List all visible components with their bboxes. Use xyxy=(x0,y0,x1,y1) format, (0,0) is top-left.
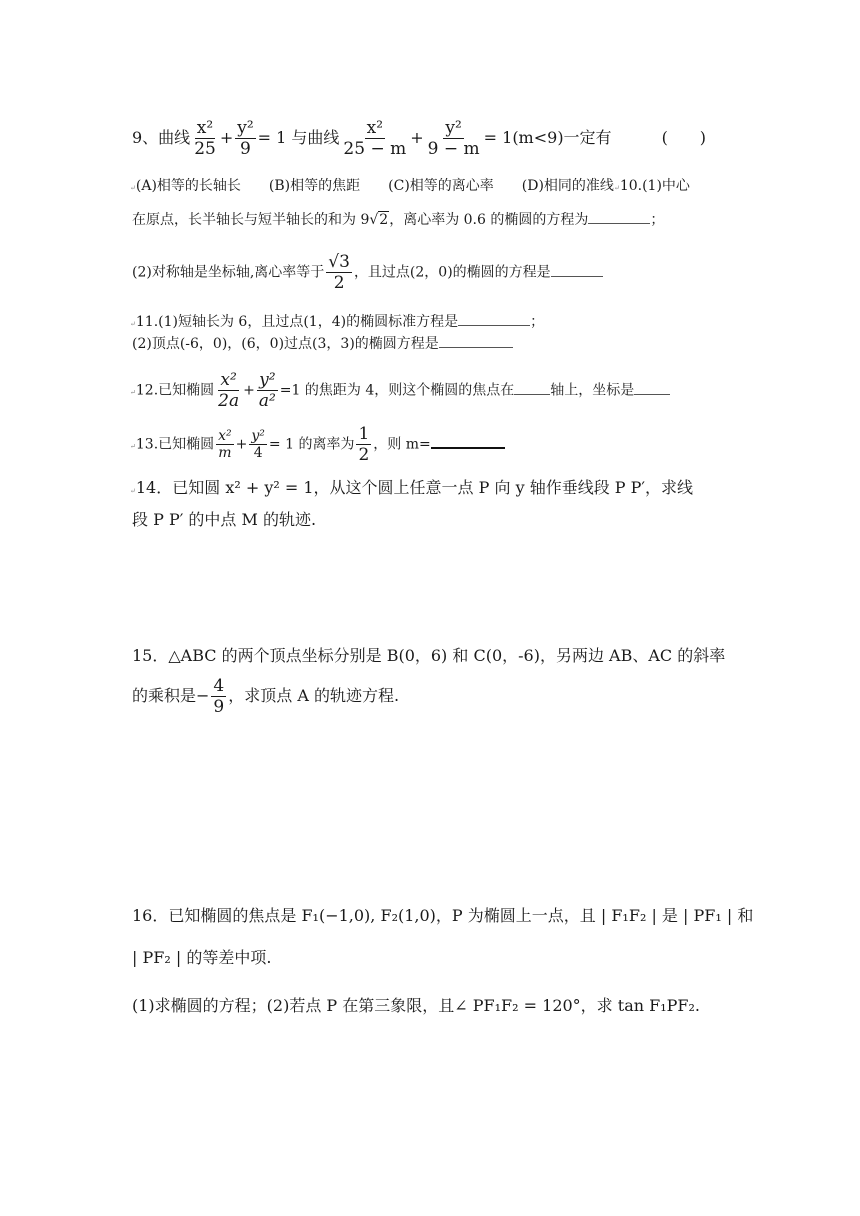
q16-line-1: 16．已知椭圆的焦点是 F₁(−1,0), F₂(1,0)，P 为椭圆上一点，且 | F₁F₂ | 是 | PF₁ | 和 xyxy=(132,906,754,925)
q9-condition: (m<9)一定有 xyxy=(512,128,612,147)
q12-fraction-1: $\frac{\text{x²}}{2a}$ xyxy=(218,370,240,411)
sqrt-2: √2 xyxy=(369,212,389,228)
q9-fraction-4: $\frac{\text{y²}}{9 - m}$ xyxy=(427,118,480,159)
q13-fraction-2: $\frac{\text{y²}}{4}$ xyxy=(251,428,265,461)
q14-line-2: 段 P P′ 的中点 M 的轨迹. xyxy=(132,510,317,529)
q15-line-1: 15．△ABC 的两个顶点坐标分别是 B(0，6) 和 C(0，-6)，另两边 AB、AC 的斜率 xyxy=(132,646,726,665)
q10-line-1: 在原点，长半轴长与短半轴长的和为 9√2，离心率为 0.6 的椭圆的方程为 ； xyxy=(132,212,665,228)
answer-blank[interactable] xyxy=(634,393,670,395)
answer-blank[interactable] xyxy=(431,446,505,449)
option-b: (B)相等的焦距 xyxy=(268,178,361,194)
option-c: (C)相等的离心率 xyxy=(388,178,494,194)
q16-line-2: | PF₂ | 的等差中项. xyxy=(132,948,272,967)
option-a: (A)相等的长轴长 xyxy=(135,178,241,194)
answer-blank[interactable] xyxy=(458,324,530,326)
q9-prefix: 9、曲线 xyxy=(132,128,191,147)
question-12: ↵12.已知椭圆 $\frac{\text{x²}}{2a}$ + $\frac{\text{y²}}{\text{a²}}$ =1 的焦距为 4，则这个椭圆的焦点在 轴上，坐标是 xyxy=(130,370,670,411)
q9-fraction-3: $\frac{\text{x²}}{25 - m}$ xyxy=(343,118,407,159)
answer-blank[interactable] xyxy=(439,346,513,348)
answer-blank[interactable] xyxy=(551,275,603,277)
q11-line-2: (2)顶点(-6，0)，(6，0)过点(3，3)的椭圆方程是 xyxy=(132,334,513,354)
question-13: ↵13.已知椭圆 $\frac{\text{x²}}{m}$ + $\frac{\text{y²}}{4}$ = 1 的离率为 $\frac{1}{2}$ ，则 m= xyxy=(130,424,505,465)
question-9: 9、曲线 $\frac{\text{x²}}{25}$ + $\frac{\text{y²}}{9}$ = 1 与曲线 $\frac{\text{x²}}{25 - m}$ + $\frac{\text{y²}}{9 - m}$ = 1(m<9)一定有 ( ) xyxy=(132,118,707,159)
q10-start: 10.(1)中心 xyxy=(619,178,690,194)
q13-fraction-1: $\frac{\text{x²}}{m}$ xyxy=(218,428,232,461)
q14-line-1: ↵14．已知圆 x² + y² = 1，从这个圆上任意一点 P 向 y 轴作垂线段 P P′，求线 xyxy=(130,478,694,497)
q9-fraction-1: $\frac{\text{x²}}{25}$ xyxy=(194,118,216,159)
q12-fraction-2: $\frac{\text{y²}}{\text{a²}}$ xyxy=(258,370,276,411)
q15-fraction: $\frac{4}{9}$ xyxy=(213,676,225,717)
q9-answer-paren: ( ) xyxy=(661,128,707,147)
q15-line-2: 的乘积是− $\frac{4}{9}$ ，求顶点 A 的轨迹方程. xyxy=(132,676,400,717)
answer-blank[interactable] xyxy=(514,393,550,395)
q10-line-2: (2)对称轴是坐标轴,离心率等于 $\frac{√3}{2}$ ，且过点(2，0)的椭圆的方程是 xyxy=(132,252,603,293)
q11-line-1: ↵11.(1)短轴长为 6，且过点(1，4)的椭圆标准方程是 ； xyxy=(130,314,545,330)
option-d: (D)相同的准线 xyxy=(521,178,614,194)
q16-line-3: (1)求椭圆的方程；(2)若点 P 在第三象限，且∠ PF₁F₂ = 120°，求 tan F₁PF₂. xyxy=(132,996,701,1015)
answer-blank[interactable] xyxy=(588,222,650,224)
q13-fraction-half: $\frac{1}{2}$ xyxy=(358,424,370,465)
q10-fraction: $\frac{√3}{2}$ xyxy=(328,252,350,293)
q9-options: ↵(A)相等的长轴长 (B)相等的焦距 (C)相等的离心率 (D)相同的准线↵10.(1)中心 xyxy=(130,178,690,194)
q9-fraction-2: $\frac{\text{y²}}{9}$ xyxy=(237,118,254,159)
